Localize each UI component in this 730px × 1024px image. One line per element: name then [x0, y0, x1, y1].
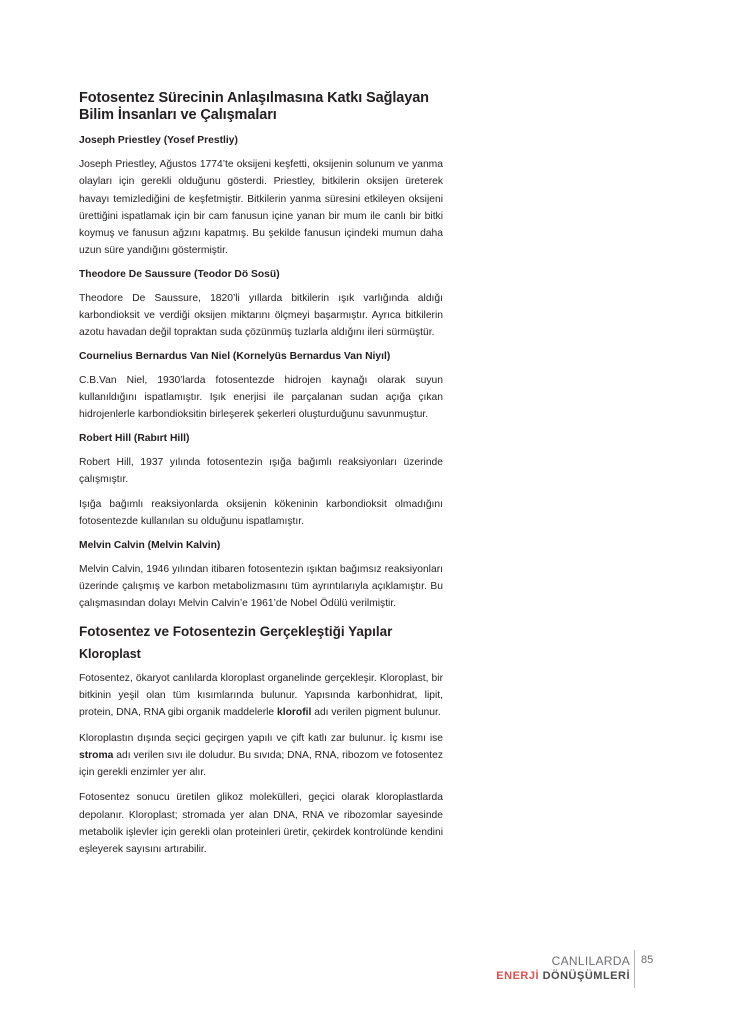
page-content: [79, 90, 443, 867]
footer-word2: DÖNÜŞÜMLERİ: [542, 970, 630, 982]
kloroplast-paragraph-2: Kloroplastın dışında seçici geçirgen yapılı ve çift katlı zar bulunur. İç kısmı ise stroma adı verilen sıvı ile doludur. Bu sıvıda; DNA, RNA, ribozom ve fotosentez için gerekli enzimler yer alır.: [79, 732, 443, 779]
page-title: [79, 90, 443, 124]
footer-line1: CANLILARDA: [551, 954, 630, 968]
scientist-paragraph: Işığa bağımlı reaksiyonlarda oksijenin kökeninin karbondioksit olmadığını fotosentezde kullanılan su olduğunu ispatlamıştır.: [79, 499, 443, 528]
scientist-paragraph: C.B.Van Niel, 1930’larda fotosentezde hidrojen kaynağı olarak suyun kullanıldığını ispatlamıştır. Işık enerjisi ile parçalanan sudan açığa çıkan hidrojenlerle karbondioksitin birleşerek şekerleri oluşturduğunu savunmuştur.: [79, 374, 443, 421]
term-klorofil: klorofil: [277, 707, 312, 719]
scientist-paragraph: Melvin Calvin, 1946 yılından itibaren fotosentezin ışıktan bağımsız reaksiyonları üzerinde çalışmış ve karbon metabolizmasını tüm ayrıntılarıyla açıklamıştır. Bu çalışmasından dolayı Melvin Calvin’e 1961’de Nobel Ödülü verilmiştir.: [79, 563, 443, 610]
scientist-name: Joseph Priestley (Yosef Prestliy): [79, 135, 238, 146]
scientist-saussure: [79, 268, 443, 342]
page-title-line2: Bilim İnsanları ve Çalışmaları: [79, 107, 277, 123]
scientist-priestley: [79, 134, 443, 260]
footer-line2: [496, 968, 630, 984]
scientist-van-niel: [79, 350, 443, 424]
kloroplast-paragraph-3: Fotosentez sonucu üretilen glikoz molekülleri, geçici olarak kloroplastlarda depolanır. Kloroplast; stromada yer alan DNA, RNA ve ribozomlar sayesinde metabolik işlevler için gerekli olan proteinleri üretir, çekirdek kontrolünde kendini eşleyerek sayısını artırabilir.: [79, 792, 443, 856]
page-number: 85: [641, 954, 654, 966]
scientist-calvin: [79, 539, 443, 613]
running-footer: [496, 954, 630, 984]
subsection-title: Kloroplast: [79, 646, 141, 661]
scientist-name: Melvin Calvin (Melvin Kalvin): [79, 539, 221, 551]
scientist-paragraph: Robert Hill, 1937 yılında fotosentezin ışığa bağımlı reaksiyonları üzerinde çalışmıştır.: [79, 456, 443, 485]
page-title-line1: Fotosentez Sürecinin Anlaşılmasına Katkı Sağlayan: [79, 90, 429, 106]
scientist-name: Cournelius Bernardus Van Niel (Kornelyüs Bernardus Van Niyıl): [79, 350, 391, 362]
scientist-paragraph: Joseph Priestley, Ağustos 1774’te oksijeni keşfetti, oksijenin solunum ve yanma olayları için gerekli olduğunu gösterdi. Priestley, bitkilerin oksijen üreterek havayı temizlediğini de keşfetmiştir. Bitkilerin yanma süresini etkileyen oksijeni ürettiğini ispatlamak için bir cam fanusun içine yanan bir mum ile canlı bir bitki koymuş ve fanusun ağzını kapatmış. Bu şekilde fanusun içindeki mumun daha uzun süre yandığını göstermiştir.: [79, 159, 443, 257]
scientist-name: Robert Hill (Rabırt Hill): [79, 432, 190, 444]
section-title: Fotosentez ve Fotosentezin Gerçekleştiği Yapılar: [79, 623, 393, 639]
kloroplast-paragraph-1: Fotosentez, ökaryot canlılarda kloroplast organelinde gerçekleşir. Kloroplast, bir bitkinin yeşil olan tüm kısımlarında bulunur. Yapısında karbonhidrat, lipit, protein, DNA, RNA gibi organik maddelerle klorofil adı verilen pigment bulunur.: [79, 672, 443, 719]
footer-word1: ENERJİ: [496, 970, 540, 982]
scientist-hill: [79, 432, 443, 531]
term-stroma: stroma: [79, 749, 114, 761]
scientist-name: Theodore De Saussure (Teodor Dö Sosü): [79, 268, 280, 280]
footer-divider: [634, 950, 635, 988]
scientist-paragraph: Theodore De Saussure, 1820’li yıllarda bitkilerin ışık varlığında aldığı karbondioksit ve verdiği oksijen miktarını ölçmeyi başarmıştır. Ayrıca bitkilerin azotu havadan değil topraktan suda çözünmüş tuzlarla aldığını ileri sürmüştür.: [79, 292, 443, 339]
